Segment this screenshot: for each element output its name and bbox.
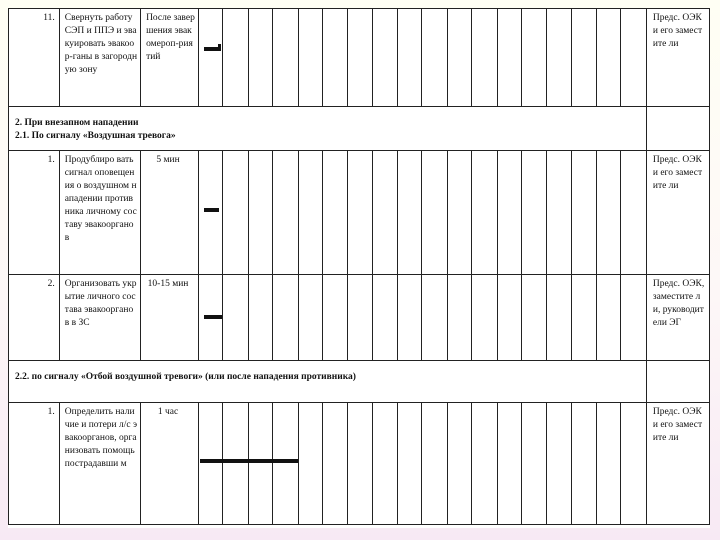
timeline-cell [273, 403, 298, 525]
timeline-bar [204, 208, 219, 212]
evacuation-plan-sheet [8, 8, 710, 528]
row-time: 5 мин [141, 151, 199, 275]
timeline-cell [597, 151, 621, 275]
timeline-cell [497, 403, 521, 525]
timeline-cell [472, 151, 497, 275]
row-number: 1. [9, 151, 60, 275]
timeline-cell [497, 275, 521, 361]
timeline-cell [223, 151, 248, 275]
timeline-cell [621, 151, 646, 275]
timeline-cell [248, 151, 272, 275]
plan-row [9, 9, 710, 107]
timeline-cell [571, 9, 596, 107]
timeline-cell [447, 403, 471, 525]
row-time: 10-15 мин [141, 275, 199, 361]
timeline-cell [298, 403, 322, 525]
timeline-cell [447, 151, 471, 275]
timeline-cell [547, 9, 571, 107]
row-action: Свернуть работу СЭП и ППЭ и эвакуировать эвакоор-ганы в загородную зону [59, 9, 140, 107]
row-responsible: Предс. ОЭК и его заместите ли [646, 403, 709, 525]
row-action: Организовать укрытие личного состава эвакоорганов в ЗС [59, 275, 140, 361]
section-heading-row [9, 361, 710, 403]
timeline-cell [248, 9, 272, 107]
timeline-cell [298, 275, 322, 361]
timeline-cell [348, 9, 372, 107]
section-heading-row [9, 107, 710, 151]
timeline-cell [422, 9, 447, 107]
timeline-cell [348, 403, 372, 525]
plan-row [9, 151, 710, 275]
timeline-cell [322, 151, 347, 275]
timeline-cell [621, 275, 646, 361]
timeline-cell [398, 275, 422, 361]
timeline-cell [273, 9, 298, 107]
timeline-cell [472, 403, 497, 525]
row-action: Определить наличие и потери л/с эвакоорганов, организовать помощь пострадавши м [59, 403, 140, 525]
timeline-cell [547, 275, 571, 361]
timeline-cell [571, 403, 596, 525]
timeline-cell [223, 9, 248, 107]
timeline-cell [273, 151, 298, 275]
row-action: Продублиро вать сигнал оповещения о воздушном нападении противника личному составу эвакоорганов [59, 151, 140, 275]
timeline-cell [472, 275, 497, 361]
plan-row [9, 403, 710, 525]
timeline-cell [398, 403, 422, 525]
timeline-cell [372, 9, 397, 107]
timeline-cell [597, 9, 621, 107]
timeline-cell [322, 403, 347, 525]
section-heading [9, 107, 647, 151]
timeline-cell [621, 403, 646, 525]
plan-body [9, 9, 710, 525]
row-responsible: Предс. ОЭК и его заместите ли [646, 151, 709, 275]
timeline-bar [200, 459, 298, 463]
timeline-cell [521, 403, 546, 525]
timeline-cell [422, 151, 447, 275]
timeline-bar-tick [218, 44, 221, 50]
row-number: 1. [9, 403, 60, 525]
row-responsible: Предс. ОЭК и его заместите ли [646, 9, 709, 107]
timeline-cell [571, 151, 596, 275]
row-time: 1 час [141, 403, 199, 525]
row-time: После завершения эвакомероп-риятий [141, 9, 199, 107]
section-heading-resp-cell [646, 361, 709, 403]
timeline-cell [571, 275, 596, 361]
timeline-cell [322, 275, 347, 361]
timeline-cell [597, 403, 621, 525]
row-number: 2. [9, 275, 60, 361]
timeline-cell [273, 275, 298, 361]
timeline-cell [248, 403, 272, 525]
timeline-cell [447, 275, 471, 361]
timeline-cell [372, 275, 397, 361]
timeline-cell [198, 151, 222, 275]
timeline-cell [521, 9, 546, 107]
timeline-cell [521, 151, 546, 275]
timeline-cell [223, 275, 248, 361]
timeline-cell [198, 403, 222, 525]
timeline-cell [547, 403, 571, 525]
timeline-cell [322, 9, 347, 107]
timeline-cell [497, 9, 521, 107]
timeline-cell [398, 9, 422, 107]
timeline-cell [447, 9, 471, 107]
timeline-cell [298, 9, 322, 107]
timeline-bar [204, 315, 222, 319]
timeline-cell [422, 403, 447, 525]
section-heading-resp-cell [646, 107, 709, 151]
timeline-cell [298, 151, 322, 275]
section-heading [9, 361, 647, 403]
timeline-cell [372, 403, 397, 525]
timeline-cell [198, 9, 222, 107]
timeline-cell [497, 151, 521, 275]
section-heading-line2: 2.1. По сигналу «Воздушная тревога» [15, 131, 176, 141]
timeline-cell [398, 151, 422, 275]
timeline-cell [621, 9, 646, 107]
plan-row [9, 275, 710, 361]
timeline-cell [248, 275, 272, 361]
timeline-cell [372, 151, 397, 275]
timeline-cell [547, 151, 571, 275]
section-heading-line1: 2. При внезапном нападении [15, 118, 139, 128]
row-responsible: Предс. ОЭК, заместите ли, руководит ели ЭГ [646, 275, 709, 361]
timeline-cell [521, 275, 546, 361]
timeline-cell [472, 9, 497, 107]
evacuation-plan-table [8, 8, 710, 525]
timeline-cell [348, 275, 372, 361]
timeline-cell [348, 151, 372, 275]
timeline-cell [597, 275, 621, 361]
timeline-cell [198, 275, 222, 361]
section-heading-line1: 2.2. по сигналу «Отбой воздушной тревоги» (или после нападения противника) [15, 372, 356, 382]
timeline-cell [223, 403, 248, 525]
row-number: 11. [9, 9, 60, 107]
timeline-cell [422, 275, 447, 361]
